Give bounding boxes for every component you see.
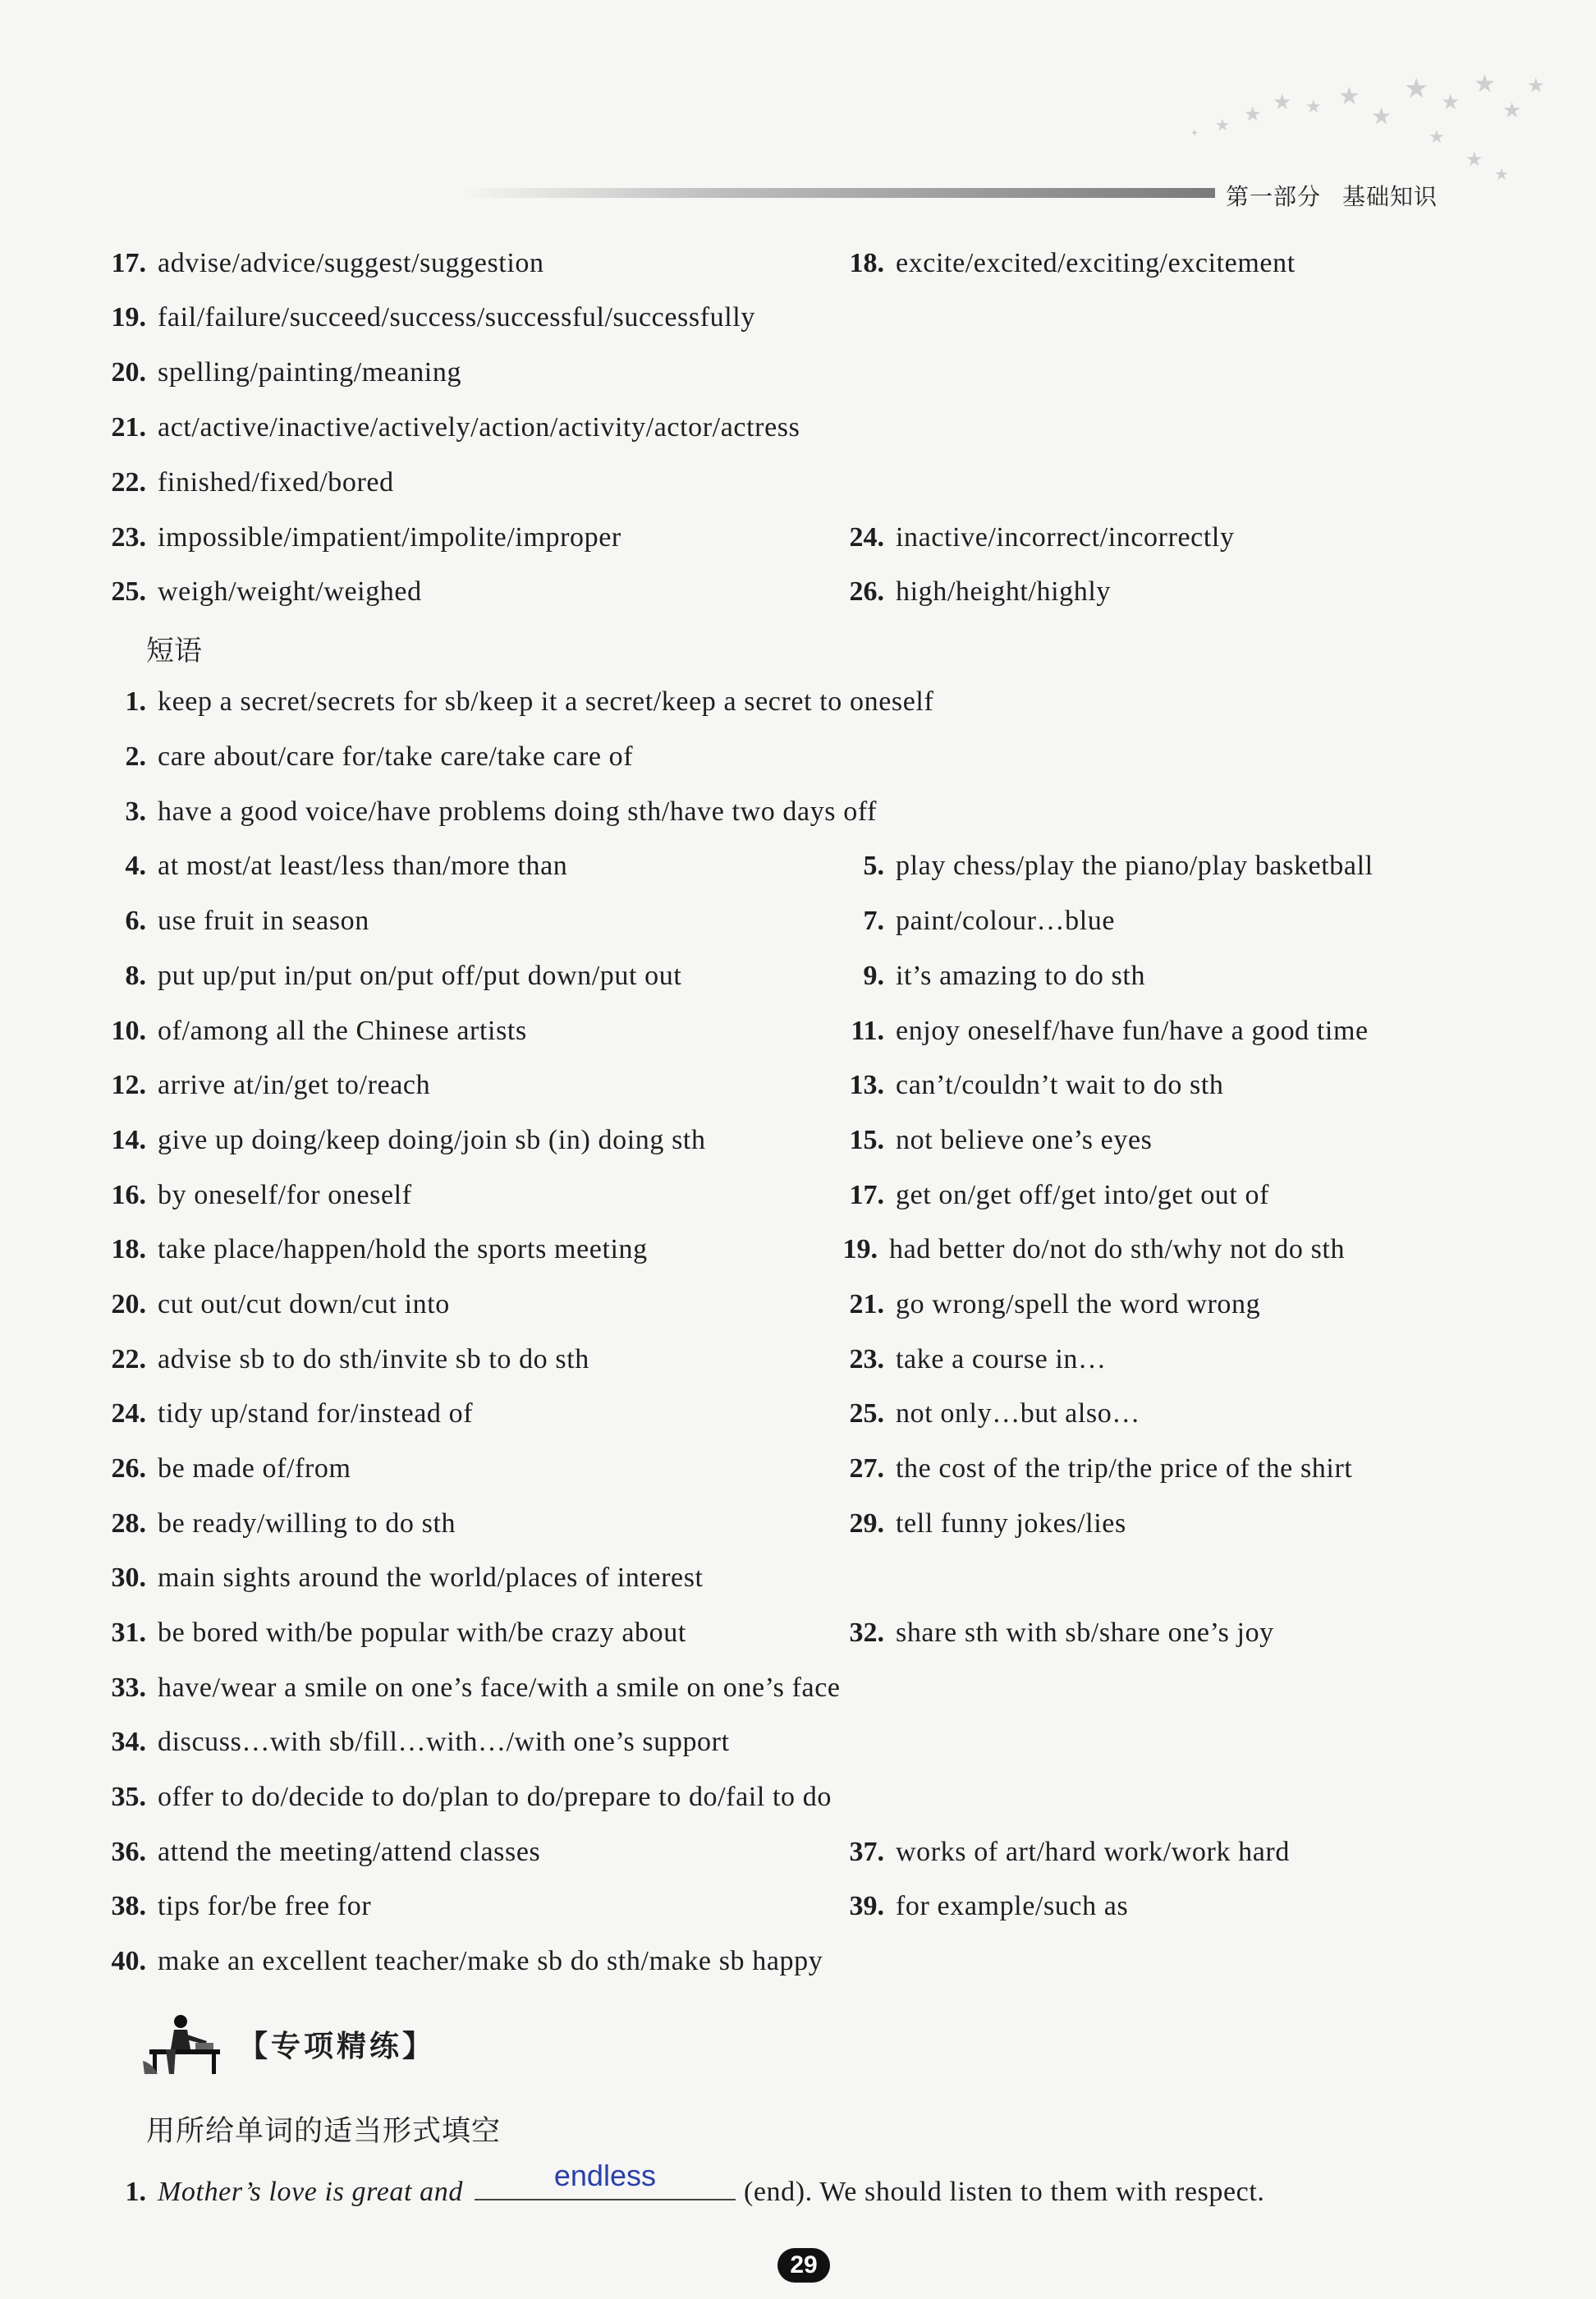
item-number: 37.: [849, 1837, 884, 1867]
item-number: 8.: [125, 961, 146, 991]
item-text: enjoy oneself/have fun/have a good time: [896, 1016, 1369, 1046]
item-number: 40.: [111, 1946, 146, 1976]
header-part: 第一部分: [1226, 183, 1322, 210]
item-text: it’s amazing to do sth: [896, 961, 1146, 991]
item-number: 22.: [111, 1344, 146, 1374]
exercise-instruction: 用所给单词的适当形式填空: [146, 2115, 502, 2148]
item-number: 31.: [111, 1618, 146, 1648]
item-number: 24.: [111, 1398, 146, 1429]
item-text: be bored with/be popular with/be crazy about: [158, 1618, 686, 1648]
item-text: the cost of the trip/the price of the shirt: [896, 1453, 1353, 1484]
item-number: 15.: [849, 1125, 884, 1155]
item-text: take a course in…: [896, 1344, 1107, 1374]
item-text: high/height/highly: [896, 576, 1112, 607]
list-item: [0, 847, 1596, 886]
list-item: [0, 1887, 1596, 1926]
list-item: [0, 408, 1596, 447]
item-text: impossible/impatient/impolite/improper: [158, 522, 621, 553]
item-number: 21.: [111, 412, 146, 443]
item-text: have a good voice/have problems doing sth/have two days off: [158, 796, 878, 827]
list-item: [0, 1176, 1596, 1215]
star-decoration: ★ ★ ★ ★ ★ ★ ★ ★ ★ ★ ★ ★ ★ ★ ✦: [1190, 70, 1545, 184]
list-item: [0, 1778, 1596, 1817]
item-text: inactive/incorrect/incorrectly: [896, 522, 1235, 553]
item-text: get on/get off/get into/get out of: [896, 1180, 1270, 1210]
item-text: fail/failure/succeed/success/successful/successfully: [158, 302, 755, 333]
item-text: make an excellent teacher/make sb do sth/make sb happy: [158, 1946, 823, 1976]
item-text: finished/fixed/bored: [158, 467, 394, 498]
item-number: 32.: [849, 1618, 884, 1648]
item-text: spelling/painting/meaning: [158, 357, 462, 388]
item-number: 23.: [849, 1344, 884, 1374]
exercise-prefix: Mother’s love is great and: [158, 2177, 463, 2207]
item-text: care about/care for/take care/take care of: [158, 741, 634, 772]
item-text: put up/put in/put on/put off/put down/put out: [158, 961, 682, 991]
list-item: [0, 1942, 1596, 1981]
list-item: [0, 1340, 1596, 1379]
item-text: keep a secret/secrets for sb/keep it a secret/keep a secret to oneself: [158, 686, 934, 717]
item-text: of/among all the Chinese artists: [158, 1016, 527, 1046]
item-text: attend the meeting/attend classes: [158, 1837, 541, 1867]
exercise-item: [103, 2159, 1265, 2214]
item-text: share sth with sb/share one’s joy: [896, 1618, 1274, 1648]
header-section: 基础知识: [1342, 183, 1438, 210]
list-item: [0, 1394, 1596, 1434]
item-number: 3.: [125, 796, 146, 827]
student-desk-icon: [141, 2012, 223, 2077]
item-number: 27.: [849, 1453, 884, 1484]
item-text: had better do/not do sth/why not do sth: [889, 1234, 1346, 1264]
list-item: [0, 1833, 1596, 1872]
item-text: tips for/be free for: [158, 1891, 372, 1921]
item-text: for example/such as: [896, 1891, 1129, 1921]
item-number: 19.: [842, 1234, 878, 1264]
list-item: [0, 572, 1596, 612]
item-text: at most/at least/less than/more than: [158, 851, 568, 881]
list-item: [0, 737, 1596, 777]
item-number: 25.: [111, 576, 146, 607]
item-text: arrive at/in/get to/reach: [158, 1070, 431, 1100]
list-item: [0, 518, 1596, 558]
item-number: 5.: [863, 851, 884, 881]
item-text: weigh/weight/weighed: [158, 576, 422, 607]
item-text: be made of/from: [158, 1453, 351, 1484]
item-text: main sights around the world/places of interest: [158, 1562, 704, 1593]
list-item: [0, 1066, 1596, 1105]
item-text: tidy up/stand for/instead of: [158, 1398, 474, 1429]
item-text: can’t/couldn’t wait to do sth: [896, 1070, 1224, 1100]
list-item: [0, 244, 1596, 283]
item-number: 30.: [111, 1562, 146, 1593]
item-number: 34.: [111, 1727, 146, 1757]
item-number: 20.: [111, 1289, 146, 1319]
phrases-heading: 短语: [146, 635, 202, 668]
running-header: [1226, 179, 1438, 212]
item-text: play chess/play the piano/play basketball: [896, 851, 1374, 881]
item-text: by oneself/for oneself: [158, 1180, 412, 1210]
list-item: [0, 1449, 1596, 1489]
item-number: 17.: [849, 1180, 884, 1210]
list-item: [0, 1613, 1596, 1653]
list-item: [0, 1723, 1596, 1762]
item-number: 14.: [111, 1125, 146, 1155]
list-item: [0, 682, 1596, 722]
item-number: 29.: [849, 1508, 884, 1539]
list-item: [0, 1668, 1596, 1708]
item-text: offer to do/decide to do/plan to do/prepare to do/fail to do: [158, 1782, 832, 1812]
item-number: 1.: [125, 2177, 146, 2207]
item-number: 26.: [111, 1453, 146, 1484]
item-text: act/active/inactive/actively/action/activity/actor/actress: [158, 412, 800, 443]
item-number: 17.: [111, 248, 146, 278]
item-text: excite/excited/exciting/excitement: [896, 248, 1296, 278]
list-item: [0, 902, 1596, 941]
list-item: [0, 1230, 1596, 1269]
item-number: 19.: [111, 302, 146, 333]
item-number: 13.: [849, 1070, 884, 1100]
list-item: [0, 1285, 1596, 1324]
item-number: 18.: [111, 1234, 146, 1264]
item-number: 21.: [849, 1289, 884, 1319]
item-text: discuss…with sb/fill…with…/with one’s support: [158, 1727, 730, 1757]
item-number: 18.: [849, 248, 884, 278]
item-number: 38.: [111, 1891, 146, 1921]
item-number: 23.: [111, 522, 146, 553]
header-rule: [460, 188, 1215, 198]
practice-title: 【专项精练】: [238, 2030, 436, 2063]
item-text: give up doing/keep doing/join sb (in) doing sth: [158, 1125, 706, 1155]
item-number: 35.: [111, 1782, 146, 1812]
item-number: 39.: [849, 1891, 884, 1921]
item-text: advise sb to do sth/invite sb to do sth: [158, 1344, 589, 1374]
item-number: 9.: [863, 961, 884, 991]
item-number: 26.: [849, 576, 884, 607]
item-text: works of art/hard work/work hard: [896, 1837, 1290, 1867]
item-number: 12.: [111, 1070, 146, 1100]
item-text: have/wear a smile on one’s face/with a smile on one’s face: [158, 1673, 841, 1703]
list-item: [0, 792, 1596, 832]
item-text: not believe one’s eyes: [896, 1125, 1153, 1155]
handwritten-answer: endless: [553, 2159, 656, 2192]
item-text: be ready/willing to do sth: [158, 1508, 456, 1539]
list-item: [0, 1121, 1596, 1160]
list-item: [0, 1558, 1596, 1598]
item-number: 25.: [849, 1398, 884, 1429]
item-text: cut out/cut down/cut into: [158, 1289, 450, 1319]
item-text: go wrong/spell the word wrong: [896, 1289, 1261, 1319]
answer-blank[interactable]: [475, 2159, 736, 2200]
exercise-suffix: (end). We should listen to them with respect.: [743, 2177, 1265, 2207]
item-number: 20.: [111, 357, 146, 388]
item-text: tell funny jokes/lies: [896, 1508, 1126, 1539]
list-item: [0, 957, 1596, 996]
item-number: 36.: [111, 1837, 146, 1867]
item-number: 6.: [125, 906, 146, 936]
item-text: advise/advice/suggest/suggestion: [158, 248, 544, 278]
item-number: 22.: [111, 467, 146, 498]
list-item: [0, 1504, 1596, 1544]
item-number: 10.: [111, 1016, 146, 1046]
item-number: 2.: [125, 741, 146, 772]
item-number: 1.: [125, 686, 146, 717]
list-item: [0, 1012, 1596, 1051]
item-number: 4.: [125, 851, 146, 881]
item-number: 7.: [863, 906, 884, 936]
item-number: 16.: [111, 1180, 146, 1210]
item-text: not only…but also…: [896, 1398, 1140, 1429]
item-number: 28.: [111, 1508, 146, 1539]
list-item: [0, 298, 1596, 337]
item-number: 33.: [111, 1673, 146, 1703]
item-number: 11.: [851, 1016, 884, 1046]
item-text: paint/colour…blue: [896, 906, 1116, 936]
item-text: take place/happen/hold the sports meeting: [158, 1234, 648, 1264]
item-number: 24.: [849, 522, 884, 553]
item-text: use fruit in season: [158, 906, 369, 936]
practice-section-heading: [141, 2012, 634, 2077]
list-item: [0, 353, 1596, 392]
page-number: 29: [777, 2248, 830, 2283]
list-item: [0, 463, 1596, 502]
